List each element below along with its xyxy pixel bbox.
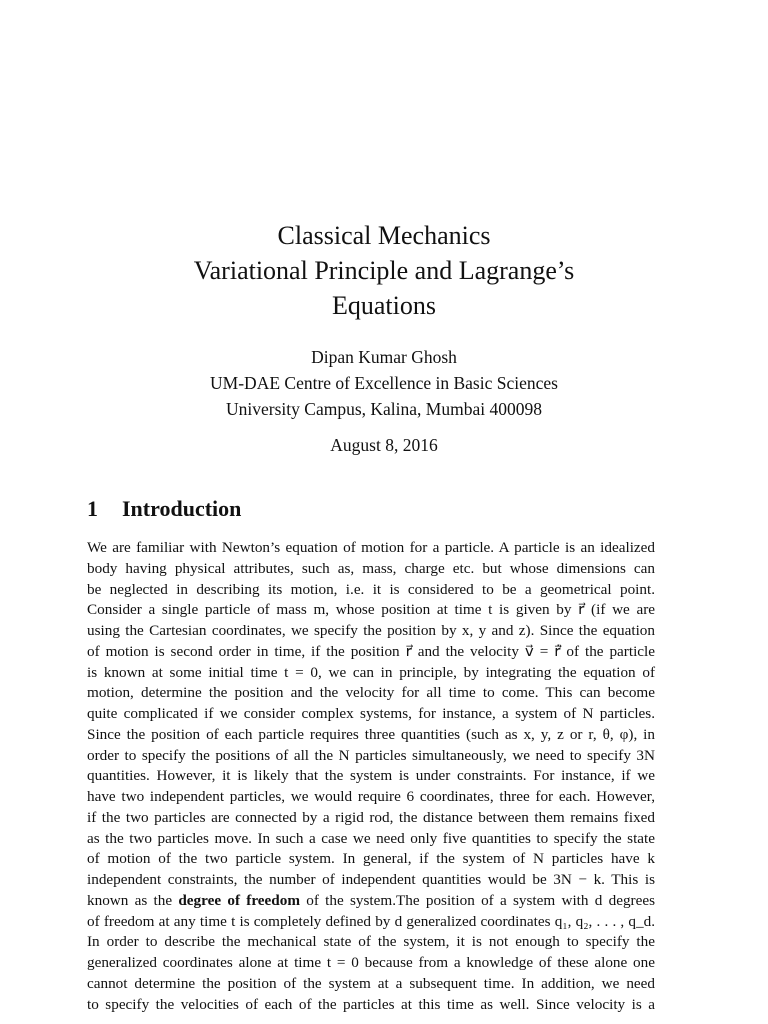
key-term-degree-of-freedom: degree of freedom (178, 891, 300, 909)
title-line-3: Equations (332, 291, 436, 320)
title-line-2: Variational Principle and Lagrange’s (193, 256, 575, 285)
body-line: independent constraints, the number of independent quantities would be 3N − k. This is (87, 871, 655, 888)
paper-title (0, 218, 768, 323)
body-line: order to specify the positions of all the N particles simultaneously, we need to specify 3N (87, 746, 655, 764)
body-line: generalized coordinates alone at time t = 0 because from a knowledge of these alone one (87, 954, 655, 971)
publication-date: August 8, 2016 (330, 435, 438, 455)
body-line: of freedom at any time t is completely defined by d generalized coordinates q₁, q₂, . . . , q_d. (87, 912, 655, 930)
body-line: as the two particles move. In such a case we need only five quantities to specify the state (87, 829, 655, 847)
body-line: body having physical attributes, such as, mass, charge etc. but whose dimensions can (87, 559, 655, 577)
author-name: Dipan Kumar Ghosh (311, 347, 457, 367)
body-line: Consider a single particle of mass m, whose position at time t is given by r⃗ (if we are (87, 601, 655, 619)
body-line: motion, determine the position and the velocity for all time to come. This can become (87, 684, 655, 702)
body-line: Since the position of each particle requires three quantities (such as x, y, z or r, θ, φ), in (87, 725, 655, 743)
body-line: using the Cartesian coordinates, we specify the position by x, y and z). Since the equation (87, 622, 655, 639)
body-line: In order to describe the mechanical state of the system, it is not enough to specify the (87, 933, 655, 951)
title-line-1: Classical Mechanics (277, 221, 491, 250)
body-line: if the two particles are connected by a rigid rod, the distance between them remains fixed (87, 808, 655, 826)
section-heading (87, 494, 241, 524)
body-line: We are familiar with Newton’s equation of motion for a particle. A particle is an idealized (87, 539, 655, 556)
body-line: is known at some initial time t = 0, we can in principle, by integrating the equation of (87, 663, 655, 681)
body-line: quite complicated if we consider complex systems, for instance, a system of N particles. (87, 705, 655, 722)
body-line-with-bold-term: known as the degree of freedom of the system.The position of a system with d degrees (87, 891, 655, 909)
affiliation-line-2: University Campus, Kalina, Mumbai 400098 (226, 399, 542, 419)
affiliation-line-1: UM-DAE Centre of Excellence in Basic Sciences (210, 373, 558, 393)
body-line: cannot determine the position of the system at a subsequent time. In addition, we need (87, 974, 655, 992)
body-line: quantities. However, it is likely that the system is under constraints. For instance, if we (87, 767, 655, 785)
body-line: of motion is second order in time, if the position r⃗ and the velocity v⃗ = r⃗̇ of the particle (87, 642, 655, 660)
body-paragraph (87, 538, 655, 1015)
author-block (0, 344, 768, 422)
body-line: to specify the velocities of each of the particles at this time as well. Since velocity is a (87, 995, 655, 1013)
section-title: Introduction (122, 496, 242, 521)
body-line: have two independent particles, we would require 6 coordinates, three for each. However, (87, 788, 655, 805)
section-number: 1 (87, 496, 98, 521)
body-line: be neglected in describing its motion, i.e. it is considered to be a geometrical point. (87, 580, 655, 598)
body-line: of motion of the two particle system. In general, if the system of N particles have k (87, 850, 655, 868)
